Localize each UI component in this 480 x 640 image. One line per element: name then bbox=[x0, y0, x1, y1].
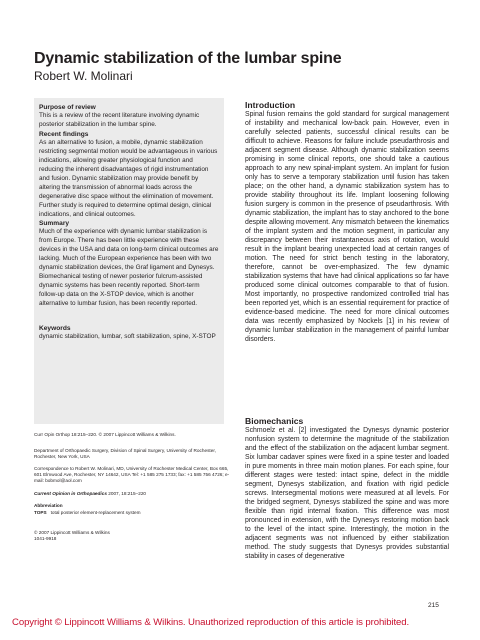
abstract-findings-heading: Recent findings bbox=[39, 130, 89, 138]
article-author: Robert W. Molinari bbox=[34, 69, 133, 83]
citation-line: Curr Opin Orthop 18:215–220. © 2007 Lippincott Williams & Wilkins. bbox=[34, 432, 176, 437]
abbreviation-heading-text: Abbreviation bbox=[34, 503, 63, 508]
abstract-box bbox=[34, 98, 224, 424]
abbreviation-value: total posterior element-replacement system bbox=[50, 510, 141, 515]
biomechanics-text: Schmoelz et al. [2] investigated the Dynesys dynamic posterior nonfusion system to determine the magnitude of the stabilization and the effect of the stabilization on the adjacent lumbar segment. Six lumbar cadaver spines were fixed in a spine tester and loaded in pure moments in three main motion planes. For each spine, four different stages were tested: intact spine, defect in the middle segment, Dynesys stabilization, and fixation with rigid pedicle screws. Intersegmental motions were measured at all levels. For the bridged segment, Dynesys stabilized the spine and was more flexible than rigid internal fixation. This difference was most pronounced in extension, with the Dynesys restoring motion back to the level of the intact spine. Interestingly, the motion in the adjacent segments was not influenced by either stabilization method. The study suggests that Dynesys provides substantial stability in cases of degenerative bbox=[245, 427, 449, 560]
introduction-section bbox=[245, 100, 449, 345]
abbreviation-heading bbox=[34, 503, 234, 509]
copyright-line: © 2007 Lippincott Williams & Wilkins bbox=[34, 530, 110, 535]
page-number: 215 bbox=[428, 602, 439, 609]
journal-ref: 2007, 18:215–220 bbox=[108, 491, 147, 496]
abstract-summary-text: Much of the experience with dynamic lumbar stabilization is from Europe. There has been little experience with these devices in the USA and data on long-term clinical outcomes are lacking. Much of the European experience has been with two dynamic stabilization devices, the Graf ligament and Dynesys. Biomechanical testing of newer posterior fulcrum-assisted dynamic systems has been recently reported. Short-term follow-up data on the X-STOP device, which is another alternative to lumbar fusion, has been recently reported. bbox=[39, 228, 219, 308]
abbreviation-row bbox=[34, 510, 234, 516]
issn: 1041-9918 bbox=[34, 536, 57, 541]
biomechanics-heading: Biomechanics bbox=[245, 416, 304, 426]
introduction-heading: Introduction bbox=[245, 100, 296, 110]
copyright-notice: Copyright © Lippincott Williams & Wilkins. Unauthorized reproduction of this article is prohibited. bbox=[12, 617, 410, 628]
abstract-purpose-text: This is a review of the recent literature involving dynamic posterior stabilization in the lumbar spine. bbox=[39, 112, 200, 128]
journal-name: Current Opinion in Orthopaedics bbox=[34, 491, 107, 496]
keywords-text: dynamic stabilization, lumbar, soft stabilization, spine, X-STOP bbox=[39, 333, 216, 341]
correspondence: Correspondence to Robert W. Molinari, MD, University of Rochester Medical Center, Box 665, 601 Elmwood Ave, Rochester, NY 14642, USA Tel: +1 585 275 1733; fax: +1 585 756 4726; e-mail: bobmol@aol.com bbox=[34, 466, 230, 483]
journal-line bbox=[34, 491, 234, 497]
affiliation: Department of Orthopaedic Surgery, Division of Spinal Surgery, University of Rochester, Rochester, New York, USA bbox=[34, 448, 216, 459]
introduction-text: Spinal fusion remains the gold standard for surgical management of instability and mechanical low-back pain. However, even in carefully selected patients, successful clinical results can be difficult to achieve. Reasons for failure include pseudarthrosis and adjacent segment disease. Although dynamic stabilization seems promising in some clinical reports, one should take a cautious approach to any new spinal-implant system. An implant for fusion only has to serve a temporary stabilization until fusion has taken place; on the other hand, a dynamic stabilization system has to provide stability throughout its life. Implant loosening following fusion surgery is common in the presence of pseudarthrosis. With dynamic stabilization, the implant has to stay anchored to the bone despite allowing movement. Any mismatch between the kinematics of the implant system and the motion segment, in particular any discrepancy between their instantaneous axis of rotation, would result in the implant bearing unexpected load at certain ranges of motion. The need for strict bench testing in the laboratory, therefore, cannot be over-emphasized. The few dynamic stabilization systems that have had clinical applications so far have produced some clinical outcomes comparable to that of fusion. Most importantly, no prospective randomized controlled trial has been reported yet, which is an essential requirement for practice of evidence-based medicine. The need for more clinical outcomes data was recently emphasized by Nockels [1] in his review of dynamic lumbar stabilization in the management of painful lumbar disorders. bbox=[245, 111, 449, 343]
abbreviation-key: TOPS bbox=[34, 510, 47, 515]
keywords-heading: Keywords bbox=[39, 325, 71, 333]
abstract-summary-heading: Summary bbox=[39, 220, 70, 228]
article-title: Dynamic stabilization of the lumbar spine bbox=[34, 50, 342, 67]
abstract-findings-text: As an alternative to fusion, a mobile, dynamic stabilization restricting segmental motion would be advantageous in various indications, allowing greater physiological function and reducing the inherent disadvantages of rigid instrumentation and fusion. Dynamic stabilization may provide benefit by altering the transmission of abnormal loads across the degenerative disc space without the elimination of movement. Further study is required to determine optimal design, clinical indications, and clinical outcomes. bbox=[39, 138, 218, 218]
biomechanics-section bbox=[245, 416, 449, 562]
abstract-purpose-heading: Purpose of review bbox=[39, 104, 96, 111]
